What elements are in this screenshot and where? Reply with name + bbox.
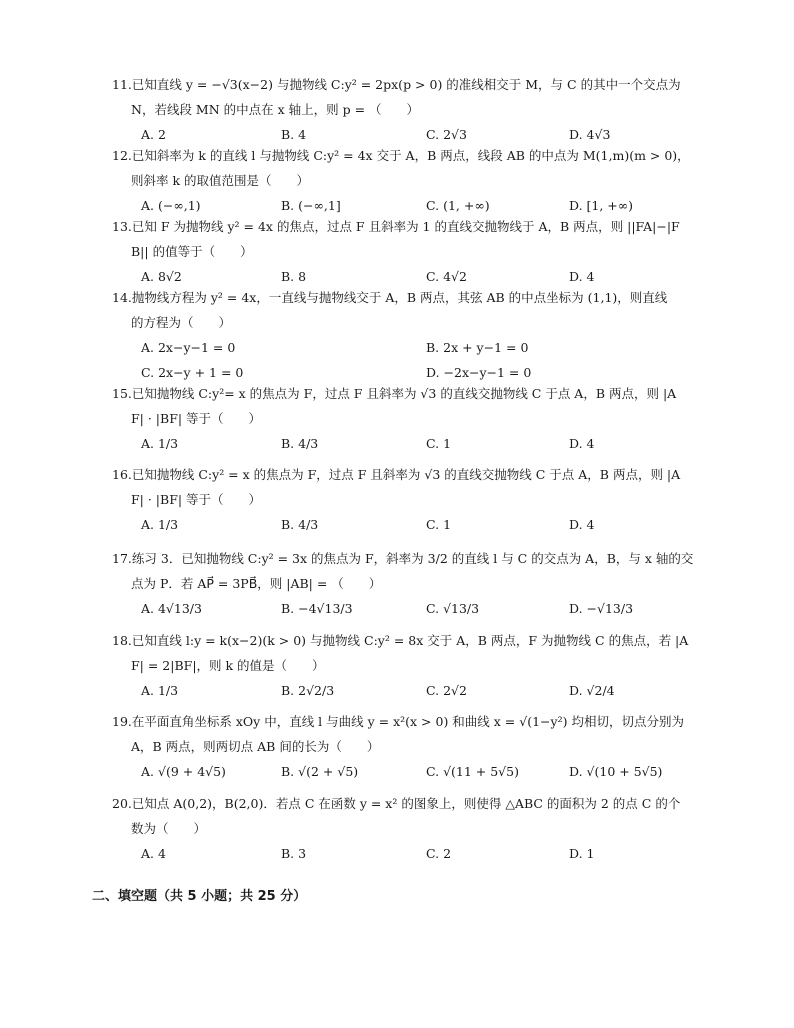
question-number: 18. (112, 633, 132, 648)
option-d[interactable]: D. √2/4 (569, 683, 615, 698)
option-a[interactable]: A. √(9 + 4√5) (141, 764, 226, 779)
section-heading: 二、填空题（共 5 小题；共 25 分） (92, 889, 307, 904)
question-text: 已知抛物线 C:y²= x 的焦点为 F，过点 F 且斜率为 √3 的直线交抛物线 C 于点 A，B 两点，则 |A (131, 386, 677, 401)
question-18 (112, 628, 712, 703)
question-number: 19. (112, 714, 132, 729)
option-c[interactable]: C. (1, +∞) (426, 198, 490, 213)
option-a[interactable]: A. 2x−y−1 = 0 (141, 340, 236, 355)
option-d[interactable]: D. −2x−y−1 = 0 (426, 365, 532, 380)
option-c[interactable]: C. 2 (426, 846, 452, 861)
question-19 (112, 709, 712, 784)
option-row (112, 841, 712, 866)
option-row (112, 512, 712, 537)
option-b[interactable]: B. 4 (281, 127, 307, 142)
option-a[interactable]: A. (−∞,1) (141, 198, 201, 213)
question-number: 12. (112, 148, 132, 163)
option-b[interactable]: B. 8 (281, 269, 307, 284)
question-text: 已知斜率为 k 的直线 l 与抛物线 C:y² = 4x 交于 A，B 两点，线段 AB 的中点为 M(1,m)(m > 0)， (131, 148, 690, 163)
option-c[interactable]: C. √13/3 (426, 601, 480, 616)
question-text: 抛物线方程为 y² = 4x，一直线与抛物线交于 A，B 两点，其弦 AB 的中点坐标为 (1,1)，则直线 (131, 290, 668, 305)
option-d[interactable]: D. −√13/3 (569, 601, 634, 616)
option-a[interactable]: A. 2 (141, 127, 166, 142)
question-number: 16. (112, 467, 132, 482)
question-13 (112, 214, 712, 289)
option-row (112, 335, 712, 360)
option-b[interactable]: B. 4/3 (281, 517, 319, 532)
option-c[interactable]: C. 1 (426, 436, 452, 451)
question-text-continued: F| · |BF| 等于（ ） (131, 411, 262, 426)
option-b[interactable]: B. 3 (281, 846, 307, 861)
option-a[interactable]: A. 4 (141, 846, 166, 861)
question-text-continued: N，若线段 MN 的中点在 x 轴上，则 p = （ ） (131, 102, 420, 117)
option-d[interactable]: D. √(10 + 5√5) (569, 764, 663, 779)
question-number: 17. (112, 551, 132, 566)
option-c[interactable]: C. 2√2 (426, 683, 467, 698)
option-b[interactable]: B. −4√13/3 (281, 601, 353, 616)
question-11 (112, 72, 712, 147)
option-c[interactable]: C. 2√3 (426, 127, 467, 142)
option-d[interactable]: D. 1 (569, 846, 595, 861)
question-text-continued: 的方程为（ ） (131, 315, 232, 330)
option-d[interactable]: D. 4 (569, 436, 595, 451)
question-number: 20. (112, 796, 132, 811)
question-text: 已知直线 l:y = k(x−2)(k > 0) 与抛物线 C:y² = 8x 交于 A，B 两点，F 为抛物线 C 的焦点，若 |A (131, 633, 689, 648)
option-a[interactable]: A. 1/3 (141, 436, 179, 451)
option-row (112, 759, 712, 784)
question-14 (112, 285, 712, 385)
question-text: 已知直线 y = −√3(x−2) 与抛物线 C:y² = 2px(p > 0) 的准线相交于 M，与 C 的其中一个交点为 (131, 77, 681, 92)
question-12 (112, 143, 712, 218)
question-20 (112, 791, 712, 866)
option-d[interactable]: D. 4√3 (569, 127, 611, 142)
question-number: 11. (112, 77, 132, 92)
question-17 (112, 546, 712, 621)
question-15 (112, 381, 712, 456)
option-c[interactable]: C. 2x−y + 1 = 0 (141, 365, 244, 380)
option-d[interactable]: D. 4 (569, 269, 595, 284)
option-row (112, 431, 712, 456)
question-text-continued: 点为 P．若 AP⃗ = 3PB⃗，则 |AB| = （ ） (131, 576, 382, 591)
question-text-continued: 则斜率 k 的取值范围是（ ） (131, 173, 310, 188)
option-b[interactable]: B. (−∞,1] (281, 198, 341, 213)
question-text-continued: A，B 两点，则两切点 AB 间的长为（ ） (131, 739, 380, 754)
question-number: 13. (112, 219, 132, 234)
option-c[interactable]: C. 1 (426, 517, 452, 532)
question-text: 在平面直角坐标系 xOy 中，直线 l 与曲线 y = x²(x > 0) 和曲线 x = √(1−y²) 均相切，切点分别为 (131, 714, 684, 729)
question-text-continued: B|| 的值等于（ ） (131, 244, 253, 259)
option-row (112, 678, 712, 703)
option-b[interactable]: B. 4/3 (281, 436, 319, 451)
option-b[interactable]: B. √(2 + √5) (281, 764, 359, 779)
question-16 (112, 462, 712, 537)
option-d[interactable]: D. 4 (569, 517, 595, 532)
option-a[interactable]: A. 1/3 (141, 683, 179, 698)
question-text: 练习 3．已知抛物线 C:y² = 3x 的焦点为 F，斜率为 3/2 的直线 l 与 C 的交点为 A，B，与 x 轴的交 (131, 551, 694, 566)
option-a[interactable]: A. 8√2 (141, 269, 182, 284)
question-text: 已知抛物线 C:y² = x 的焦点为 F，过点 F 且斜率为 √3 的直线交抛物线 C 于点 A，B 两点，则 |A (131, 467, 681, 482)
question-text-continued: F| · |BF| 等于（ ） (131, 492, 262, 507)
option-b[interactable]: B. 2x + y−1 = 0 (426, 340, 529, 355)
option-b[interactable]: B. 2√2/3 (281, 683, 335, 698)
option-d[interactable]: D. [1, +∞) (569, 198, 634, 213)
question-text: 已知点 A(0,2)，B(2,0)．若点 C 在函数 y = x² 的图象上，则使得 △ABC 的面积为 2 的点 C 的个 (131, 796, 681, 811)
question-number: 14. (112, 290, 132, 305)
question-text-continued: 数为（ ） (131, 821, 207, 836)
option-c[interactable]: C. √(11 + 5√5) (426, 764, 519, 779)
option-a[interactable]: A. 4√13/3 (141, 601, 202, 616)
question-number: 15. (112, 386, 132, 401)
question-text-continued: F| = 2|BF|，则 k 的值是（ ） (131, 658, 325, 673)
option-row (112, 596, 712, 621)
option-a[interactable]: A. 1/3 (141, 517, 179, 532)
option-c[interactable]: C. 4√2 (426, 269, 467, 284)
question-text: 已知 F 为抛物线 y² = 4x 的焦点，过点 F 且斜率为 1 的直线交抛物线于 A，B 两点，则 ||FA|−|F (131, 219, 680, 234)
